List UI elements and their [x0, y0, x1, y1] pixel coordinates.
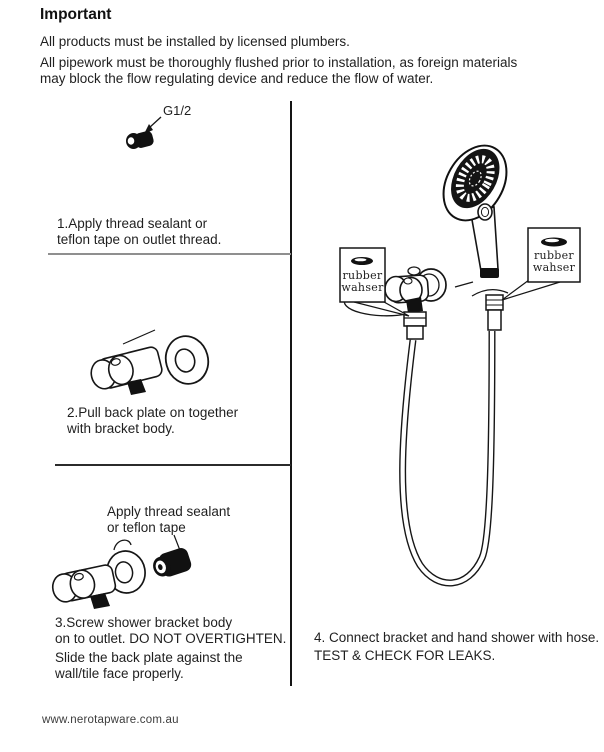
backplate-bracket-illustration: [85, 320, 230, 405]
bracket-outlet-wedge: [90, 593, 110, 609]
shower-inlet-tip: [480, 268, 499, 278]
mode-button-inner: [481, 207, 488, 216]
step4-text-line1: 4. Connect bracket and hand shower with hose.: [314, 630, 600, 645]
step2-separator: [55, 464, 291, 466]
page-title: Important: [40, 6, 112, 23]
washer-label-left-line1: rubber: [342, 269, 383, 282]
intro-paragraph-1: All products must be installed by licensed plumbers.: [40, 34, 350, 49]
shower-hose-outline: [403, 331, 492, 583]
step2-text-line2: with bracket body.: [67, 421, 175, 436]
g12-thread-label: G1/2: [163, 103, 192, 118]
washer-label-right-line2: wahser: [532, 261, 576, 274]
shower-hose-fill: [403, 331, 492, 583]
bracket-outlet-wedge: [127, 379, 146, 395]
column-divider: [290, 101, 292, 686]
step2-text-line1: 2.Pull back plate on together: [67, 405, 239, 420]
washer-label-left-line2: wahser: [341, 281, 384, 294]
thread-grommet-icon: [126, 130, 155, 149]
step1-text-line1: 1.Apply thread sealant or: [57, 216, 208, 231]
back-plate-icon: [161, 331, 214, 388]
wall-bracket-icon: [385, 267, 446, 313]
step4-text-line2: TEST & CHECK FOR LEAKS.: [314, 648, 496, 663]
step3-text-line2: on to outlet. DO NOT OVERTIGHTEN.: [55, 631, 287, 646]
g12-arrow-line: [149, 117, 161, 128]
hand-shower-hose-illustration: [310, 128, 604, 628]
step3-callout-line1: Apply thread sealant: [107, 504, 231, 519]
intro-paragraph-2-line2: may block the flow regulating device and reduce the flow of water.: [40, 71, 434, 86]
pull-direction-line: [123, 330, 155, 344]
intro-paragraph-2-line1: All pipework must be thoroughly flushed prior to installation, as foreign materials: [40, 55, 518, 70]
step3-text-line1: 3.Screw shower bracket body: [55, 615, 233, 630]
website-url: www.nerotapware.com.au: [42, 714, 179, 726]
bracket-body-icon: [88, 346, 163, 392]
step1-text-line2: teflon tape on outlet thread.: [57, 232, 222, 247]
rotate-arrow-icon: [114, 540, 131, 550]
step1-separator: [48, 253, 291, 255]
outlet-thread-illustration: [100, 98, 200, 153]
thread-nipple-icon: [150, 546, 193, 580]
hose-nut-right: [486, 295, 503, 330]
washer-label-right-line1: rubber: [534, 249, 574, 262]
alignment-dash: [455, 282, 473, 287]
step3-text-line3: Slide the back plate against the: [55, 650, 243, 665]
step3-callout-line2: or teflon tape: [107, 520, 186, 535]
screw-bracket-illustration: [48, 532, 216, 620]
step3-text-line4: wall/tile face properly.: [55, 666, 184, 681]
hand-shower-head-icon: [431, 134, 519, 231]
